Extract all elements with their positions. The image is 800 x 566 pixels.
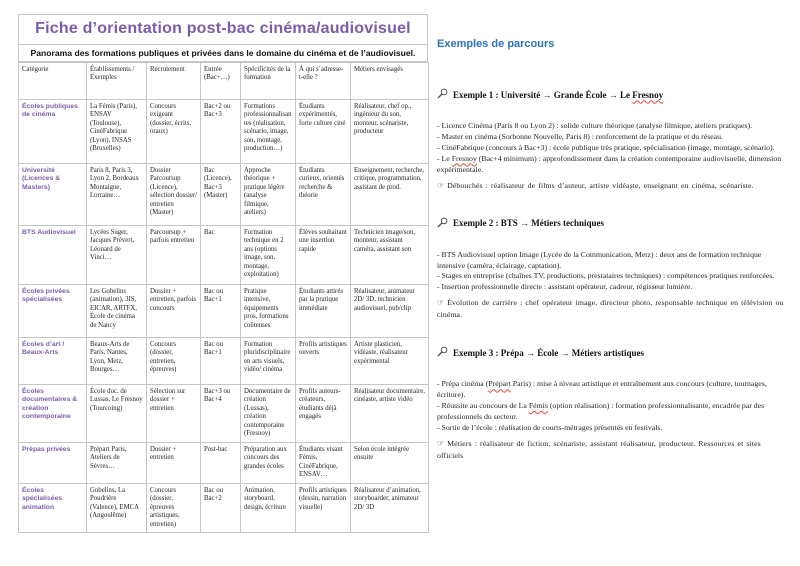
etablissements-cell: Paris 8, Paris 3, Lyon 2, Bordeaux Montaigne, Lorraine… xyxy=(87,164,147,226)
table-row xyxy=(19,226,429,285)
etablissements-cell: Gobelins, La Poudrière (Valence), EMCA (Angoulême) xyxy=(87,483,147,532)
recrutement-cell: Dossier + entretien xyxy=(147,442,201,483)
bullet-paragraph: - Sortie de l’école : réalisation de courts-métrages présentés en festivals. xyxy=(437,423,663,433)
bullet-paragraph: - Master en cinéma (Sorbonne Nouvelle, Paris 8) : renforcement de la pratique et du réseau. xyxy=(437,131,723,141)
metiers-cell: Enseignement, recherche, critique, programmation, assistant de prod. xyxy=(351,164,429,226)
metiers-cell: Réalisateur, chef op., ingénieur du son, monteur, scénariste, producteur xyxy=(351,100,429,164)
entree-cell: Bac xyxy=(201,226,241,285)
example-body xyxy=(437,250,789,322)
category-cell: Écoles d’art / Beaux-Arts xyxy=(19,338,87,385)
table-row xyxy=(19,385,429,443)
metiers-cell: Selon école intégrée ensuite xyxy=(351,442,429,483)
bullet-paragraph: - BTS Audiovisuel option Image (Lycée de la Communication, Metz) : deux ans de formation technique intensive (caméra, éclairage, captation). xyxy=(437,249,762,270)
specificites-cell: Approche théorique + pratique légère (analyse filmique, ateliers) xyxy=(241,164,296,226)
recrutement-cell: Dossier Parcoursup (Licence), sélection dossier/ entretien (Master) xyxy=(147,164,201,226)
table-row xyxy=(19,338,429,385)
etablissements-cell: Les Gobelins (animation), 3IS, EICAR, ARTFX, École de cinéma de Nancy xyxy=(87,285,147,338)
table-row xyxy=(19,442,429,483)
example-title-text: Exemple 3 : Prépa → École → Métiers artistiques xyxy=(453,347,644,358)
bullet-paragraph: - CinéFabrique (concours à Bac+3) : école publique très pratique, spécialisation (image, montage, scénario). xyxy=(437,142,775,152)
category-cell: Écoles privées spécialisées xyxy=(19,285,87,338)
page-subtitle: Panorama des formations publiques et privées dans le domaine du cinéma et de l’audiovisuel. xyxy=(18,45,428,62)
bullet-paragraph: - Licence Cinéma (Paris 8 ou Lyon 2) : solide culture théorique (analyse filmique, ateliers pratiques). xyxy=(437,121,753,130)
metiers-cell: Réalisateur documentaire, cinéaste, artiste vidéo xyxy=(351,385,429,443)
entree-cell: Post-bac xyxy=(201,442,241,483)
example-title xyxy=(437,88,789,101)
table-row xyxy=(19,100,429,164)
misspelled-word: Fresnoy xyxy=(632,89,664,100)
specificites-cell: Pratique intensive, équipements pros, formations coûteuses xyxy=(241,285,296,338)
example-body xyxy=(437,379,789,462)
example-body xyxy=(437,121,789,192)
a-qui-cell: Profils artistiques ouverts xyxy=(296,338,351,385)
metiers-cell: Artiste plasticien, vidéaste, réalisateur expérimental xyxy=(351,338,429,385)
etablissements-cell: Beaux-Arts de Paris, Nantes, Lyon, Metz, Bourges… xyxy=(87,338,147,385)
category-cell: Écoles spécialisées animation xyxy=(19,483,87,532)
recrutement-cell: Sélection sur dossier + entretien xyxy=(147,385,201,443)
metiers-cell: Technicien image/son, monteur, assistant caméra, assistant son xyxy=(351,226,429,285)
example-title xyxy=(437,346,789,359)
misspelled-word: Fémis xyxy=(528,401,548,411)
examples-heading: Exemples de parcours xyxy=(437,38,555,50)
entree-cell: Bac ou Bac+1 xyxy=(201,338,241,385)
category-cell: BTS Audiovisuel xyxy=(19,226,87,285)
search-icon xyxy=(437,217,448,230)
etablissements-cell: Lycées Suger, Jacques Prévert, Léonard de Vinci… xyxy=(87,226,147,285)
column-header-entree: Entrée (Bac+…) xyxy=(201,63,241,100)
a-qui-cell: Étudiants curieux, orientés recherche & théorie xyxy=(296,164,351,226)
recrutement-cell: Concours exigeant (dossier, écrits, oraux) xyxy=(147,100,201,164)
category-cell: Écoles publiques de cinéma xyxy=(19,100,87,164)
example-title-text: Exemple 2 : BTS → Métiers techniques xyxy=(453,218,604,229)
page-title: Fiche d’orientation post-bac cinéma/audiovisuel xyxy=(18,14,428,45)
a-qui-cell: Profils auteurs-créateurs, étudiants déjà engagés xyxy=(296,385,351,443)
column-header-metiers: Métiers envisagés xyxy=(351,63,429,100)
specificites-cell: Documentaire de création (Lussas), création contemporaine (Fresnoy) xyxy=(241,385,296,443)
etablissements-cell: Prépart Paris, Ateliers de Sèvres… xyxy=(87,442,147,483)
right-panel xyxy=(437,38,789,462)
table-row xyxy=(19,164,429,226)
table-header-row xyxy=(19,63,429,100)
metiers-cell: Réalisateur d’animation, storyboarder, animateur 2D/ 3D xyxy=(351,483,429,532)
recrutement-cell: Parcoursup + parfois entretien xyxy=(147,226,201,285)
table-body xyxy=(19,100,429,533)
specificites-cell: Formation technique en 2 ans (options image, son, montage, exploitation) xyxy=(241,226,296,285)
recrutement-cell: Concours (dossier, épreuves artistiques, entretien) xyxy=(147,483,201,532)
column-header-recrutement: Recrutement xyxy=(147,63,201,100)
table-row xyxy=(19,285,429,338)
metiers-cell: Réalisateur, animateur 2D/ 3D, technicien audiovisuel, pub/clip xyxy=(351,285,429,338)
misspelled-word: Fresnoy xyxy=(451,153,477,163)
specificites-cell: Animation, storyboard, design, écriture xyxy=(241,483,296,532)
entree-cell: Bac+3 ou Bac+4 xyxy=(201,385,241,443)
orientation-table xyxy=(18,62,429,533)
a-qui-cell: Étudiants attirés par la pratique immédiate xyxy=(296,285,351,338)
etablissements-cell: École doc. de Lussas, Le Fresnoy (Tourcoing) xyxy=(87,385,147,443)
etablissements-cell: La Fémis (Paris), ENSAV (Toulouse), CinéFabrique (Lyon), INSAS (Bruxelles) xyxy=(87,100,147,164)
table-row xyxy=(19,483,429,532)
recrutement-cell: Dossier + entretien, parfois concours xyxy=(147,285,201,338)
left-document xyxy=(18,14,428,533)
outcome-paragraph: ☞ Métiers : réalisateur de fiction, scénariste, assistant réalisateur, producteur. Ressources et sites officiels xyxy=(437,438,761,460)
column-header-specificites: Spécificités de la formation xyxy=(241,63,296,100)
entree-cell: Bac (Licence), Bac+3 (Master) xyxy=(201,164,241,226)
column-header-etablissements: Établissements / Exemples xyxy=(87,63,147,100)
search-icon xyxy=(437,346,448,359)
category-cell: Prépas privées xyxy=(19,442,87,483)
example-section xyxy=(437,88,789,192)
example-title-text: Exemple 1 : Université → Grande École → Le Fresnoy xyxy=(453,89,664,100)
search-icon xyxy=(437,88,448,101)
entree-cell: Bac ou Bac+2 xyxy=(201,483,241,532)
outcome-paragraph: ☞ Évolution de carrière : chef opérateur image, directeur photo, responsable technique en télévision ou cinéma. xyxy=(437,298,784,320)
outcome-paragraph: ☞ Débouchés : réalisateur de films d’auteur, artiste vidéaste, enseignant en cinéma, scénariste. xyxy=(437,180,754,190)
bullet-paragraph: - Prépa cinéma (Prépart Paris) : mise à niveau artistique et entraînement aux concours (culture, tournages, écriture). xyxy=(437,379,767,400)
column-header-categorie: Catégorie xyxy=(19,63,87,100)
specificites-cell: Préparation aux concours des grandes écoles xyxy=(241,442,296,483)
bullet-paragraph: - Le Fresnoy (Bac+4 minimum) : approfondissement dans la création contemporaine audiovisuelle, dimension expérimentale. xyxy=(437,153,782,174)
example-section xyxy=(437,346,789,462)
a-qui-cell: Étudiants expérimentés, forte culture ciné xyxy=(296,100,351,164)
specificites-cell: Formation pluridisciplinaire en arts visuels, vidéo/ cinéma xyxy=(241,338,296,385)
a-qui-cell: Étudiants visant Fémis, CinéFabrique, ENSAV… xyxy=(296,442,351,483)
recrutement-cell: Concours (dossier, entretien, épreuves) xyxy=(147,338,201,385)
column-header-a-qui: À qui s’adresse-t-elle ? xyxy=(296,63,351,100)
misspelled-word: Prépart xyxy=(488,379,511,389)
entree-cell: Bac ou Bac+1 xyxy=(201,285,241,338)
bullet-paragraph: - Insertion professionnelle directe : assistant opérateur, cadreur, régisseur lumière. xyxy=(437,282,693,292)
a-qui-cell: Profils artistiques (dessin, narration visuelle) xyxy=(296,483,351,532)
example-section xyxy=(437,217,789,322)
bullet-paragraph: - Réussite au concours de La Fémis (option réalisation) : formation professionnalisante, encadrée par des professionnels du secteur. xyxy=(437,401,765,422)
bullet-paragraph: - Stages en entreprise (chaînes TV, productions, prestataires techniques) : compétences pratiques renforcées. xyxy=(437,271,775,281)
example-title xyxy=(437,217,789,230)
examples-container xyxy=(437,88,789,462)
specificites-cell: Formations professionnalisantes (réalisation, scénario, image, son, montage, production…) xyxy=(241,100,296,164)
entree-cell: Bac+2 ou Bac+3 xyxy=(201,100,241,164)
category-cell: Écoles documentaires & création contemporaine xyxy=(19,385,87,443)
category-cell: Université (Licences & Masters) xyxy=(19,164,87,226)
a-qui-cell: Élèves souhaitant une insertion rapide xyxy=(296,226,351,285)
